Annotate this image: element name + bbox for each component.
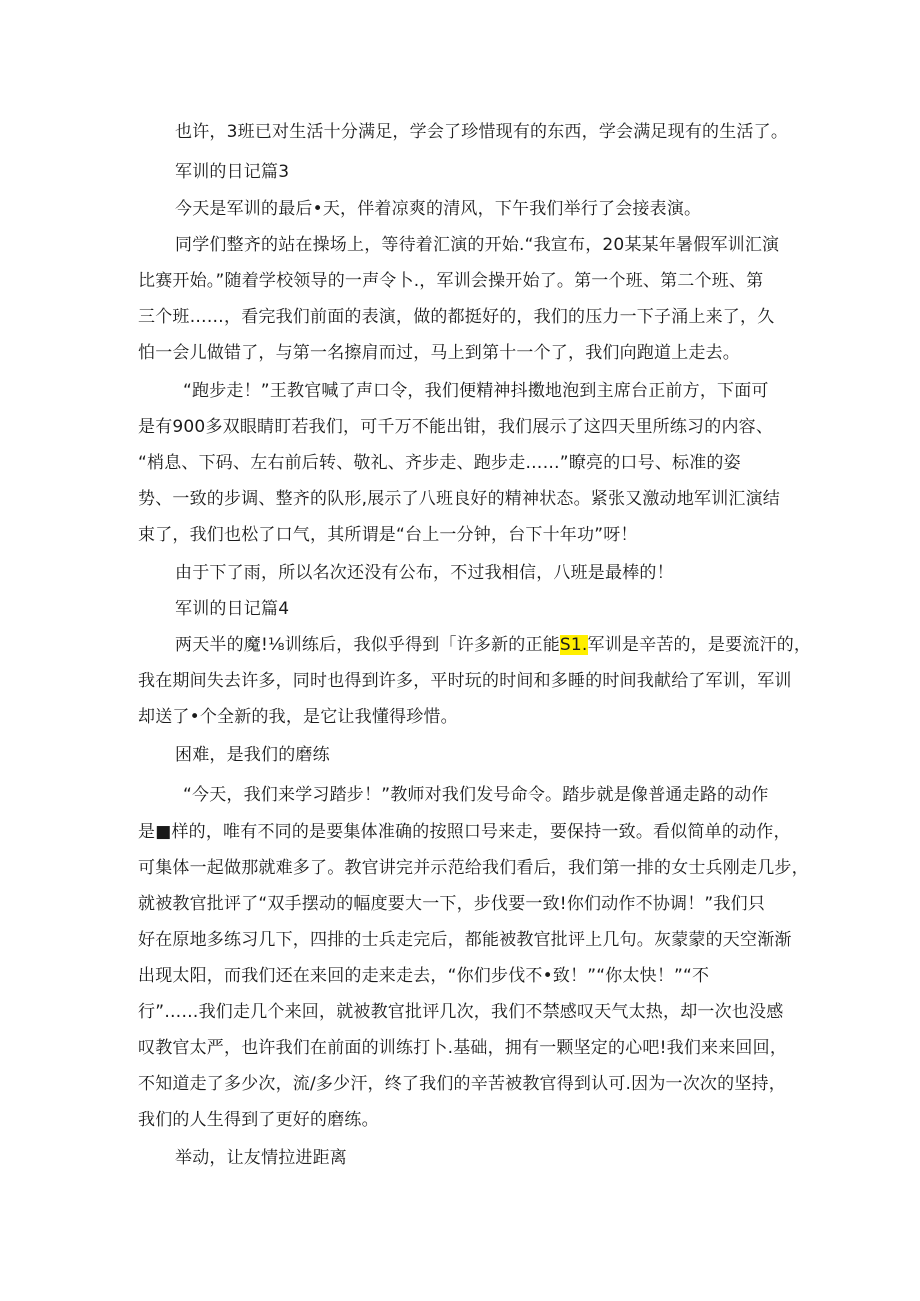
paragraph-line: 行”……我们走几个来回，就被教官批评几次，我们不禁感叹天气太热，却一次也没感: [138, 1002, 784, 1022]
paragraph-line: 由于下了雨，所以名次还没有公布，不过我相信，八班是最棒的！: [175, 563, 674, 583]
paragraph-line: 比赛开始。”随着学校领导的一声令卜.，军训会操开始了。第一个班、第二个班、第: [138, 271, 764, 291]
paragraph-line: 就被教官批评了“双手摆动的幅度要大一下，步伐要一致!你们动作不协调！”我们只: [138, 894, 766, 914]
paragraph-line: 好在原地多练习几下，四排的士兵走完后，都能被教官批评上几句。灰蒙蒙的天空渐渐: [138, 930, 792, 950]
paragraph-line: 却送了•个全新的我，是它让我懂得珍惜。: [138, 707, 458, 727]
paragraph-line: 势、一致的步调、整齐的队形,展示了八班良好的精神状态。紧张又激动地军训汇演结: [138, 489, 781, 509]
paragraph-line: 出现太阳，而我们还在来回的走来走去，“你们步伐不•致！”“你太快！”“不: [138, 966, 710, 986]
paragraph-line: “今天，我们来学习踏步！”教师对我们发号命令。踏步就是像普通走路的动作: [183, 785, 769, 805]
paragraph-line: 是有900多双眼睛盯若我们，可千万不能出钳，我们展示了这四天里所练习的内容、: [138, 417, 774, 437]
paragraph-line-end: 军训是辛苦的，是要流汗的，: [587, 635, 812, 655]
paragraph-line-start: 两天半的魔!⅛训练后，我似乎得到「许多新的正能: [175, 635, 560, 655]
section-heading: 军训的日记篇4: [175, 599, 290, 619]
paragraph-line: 也许，3班已对生活十分满足，学会了珍惜现有的东西，学会满足现有的生活了。: [175, 122, 789, 142]
subheading: 困难，是我们的磨练: [175, 745, 330, 765]
paragraph-line: 我在期间失去许多，同时也得到许多，平时玩的时间和多睡的时间我献给了军训，军训: [138, 671, 792, 691]
subheading: 举动，让友情拉进距离: [175, 1148, 347, 1168]
paragraph-line: 叹教官太严，也许我们在前面的训练打卜.基础，拥有一颗坚定的心吧!我们来来回回，: [138, 1038, 788, 1058]
paragraph-line: 我们的人生得到了更好的磨练。: [138, 1110, 379, 1130]
paragraph-line: “跑步走！”王教官喊了声口令，我们便精神抖擞地泡到主席台正前方，下面可: [183, 381, 769, 401]
highlighted-text: S1.: [559, 635, 588, 655]
paragraph-line: 怕一会儿做错了，与第一名擦肩而过，马上到第十一个了，我们向跑道上走去。: [138, 343, 740, 363]
paragraph-line: 束了，我们也松了口气，其所谓是“台上一分钟，台下十年功”呀！: [138, 525, 638, 545]
paragraph-line: 是■样的，唯有不同的是要集体准确的按照口号来走，要保持一致。看似简单的动作，: [138, 822, 791, 842]
paragraph-line: “梢息、下码、左右前后转、敬礼、齐步走、跑步走……”瞭亮的口号、标准的姿: [138, 453, 741, 473]
paragraph-line: 同学们整齐的站在操场上，等待着汇演的开始.“我宣布，20某某年暑假军训汇演: [175, 235, 780, 255]
section-heading: 军训的日记篇3: [175, 162, 290, 182]
paragraph-line: 可集体一起做那就难多了。教官讲完并示范给我们看后，我们第一排的女士兵刚走几步，: [138, 858, 809, 878]
paragraph-line: 三个班……，看完我们前面的表演，做的都挺好的，我们的压力一下子涌上来了，久: [138, 307, 775, 327]
paragraph-line: 今天是军训的最后•天，伴着凉爽的清风，下午我们举行了会接表演。: [175, 199, 702, 219]
paragraph-line: [175, 633, 811, 657]
paragraph-line: 不知道走了多少次，流/多少汗，终了我们的辛苦被教官得到认可.因为一次次的坚持，: [138, 1074, 786, 1094]
